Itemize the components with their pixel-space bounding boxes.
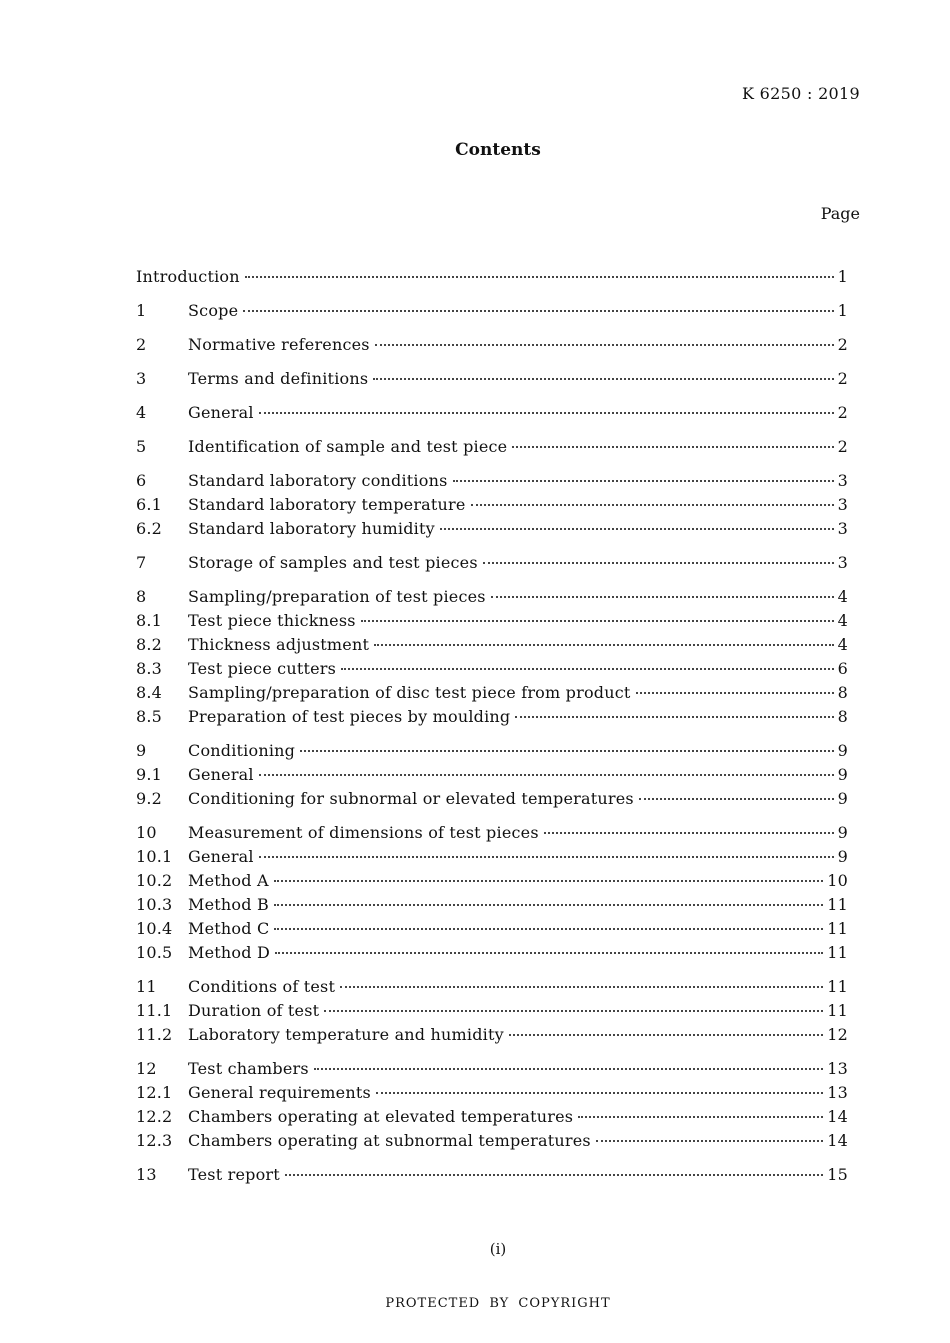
toc-entry-page: 2: [837, 437, 848, 456]
toc-entry[interactable]: [136, 999, 848, 1023]
table-of-contents: [136, 265, 848, 1197]
toc-entry[interactable]: [136, 517, 848, 541]
toc-dot-leader: [274, 928, 823, 930]
toc-dot-leader: [340, 986, 823, 988]
toc-entry-title: Duration of test: [188, 1001, 320, 1020]
toc-entry-number: 2: [136, 335, 147, 354]
page-column-label: Page: [820, 204, 860, 223]
toc-entry-page: 3: [837, 553, 848, 572]
toc-entry-title: Introduction: [136, 267, 240, 286]
toc-entry-page: 9: [837, 765, 848, 784]
toc-entry-title: Identification of sample and test piece: [188, 437, 508, 456]
toc-dot-leader: [509, 1034, 823, 1036]
toc-entry-title: Method A: [188, 871, 269, 890]
toc-entry[interactable]: [136, 763, 848, 787]
toc-section-group: [136, 739, 848, 811]
toc-entry-page: 9: [837, 823, 848, 842]
toc-entry-title: Chambers operating at subnormal temperatures: [188, 1131, 591, 1150]
toc-entry-page: 4: [837, 587, 848, 606]
toc-entry-page: 11: [827, 977, 848, 996]
toc-entry-page: 8: [837, 707, 848, 726]
toc-entry-number: 4: [136, 403, 147, 422]
toc-entry-number: 10.5: [136, 943, 173, 962]
toc-entry-number: 10: [136, 823, 157, 842]
toc-entry-title: Standard laboratory temperature: [188, 495, 466, 514]
toc-entry-title: General requirements: [188, 1083, 371, 1102]
toc-entry-number: 12.1: [136, 1083, 173, 1102]
toc-entry-title: Method B: [188, 895, 269, 914]
toc-entry-number: 13: [136, 1165, 157, 1184]
toc-entry-number: 8.3: [136, 659, 163, 678]
toc-entry[interactable]: [136, 845, 848, 869]
toc-entry-title: General: [188, 847, 254, 866]
toc-entry[interactable]: [136, 299, 848, 323]
toc-dot-leader: [300, 750, 834, 752]
toc-entry-title: Sampling/preparation of disc test piece from product: [188, 683, 631, 702]
toc-entry[interactable]: [136, 705, 848, 729]
toc-dot-leader: [274, 880, 824, 882]
toc-entry-title: Conditioning for subnormal or elevated temperatures: [188, 789, 634, 808]
toc-entry-page: 9: [837, 789, 848, 808]
toc-entry[interactable]: [136, 821, 848, 845]
toc-entry[interactable]: [136, 657, 848, 681]
toc-entry-number: 6.1: [136, 495, 163, 514]
toc-entry[interactable]: [136, 1081, 848, 1105]
toc-dot-leader: [515, 716, 833, 718]
toc-entry[interactable]: [136, 435, 848, 459]
toc-entry-number: 12: [136, 1059, 157, 1078]
toc-entry[interactable]: [136, 609, 848, 633]
toc-entry-number: 9.2: [136, 789, 163, 808]
toc-entry-title: Test report: [188, 1165, 280, 1184]
toc-entry-title: General: [188, 765, 254, 784]
document-id: K 6250 : 2019: [742, 84, 860, 103]
toc-entry-title: Storage of samples and test pieces: [188, 553, 478, 572]
toc-entry-page: 6: [837, 659, 848, 678]
toc-entry-number: 10.1: [136, 847, 173, 866]
toc-dot-leader: [324, 1010, 823, 1012]
toc-entry-page: 11: [827, 943, 848, 962]
toc-entry-page: 3: [837, 519, 848, 538]
toc-entry-page: 14: [827, 1107, 848, 1126]
toc-entry[interactable]: [136, 787, 848, 811]
toc-entry-number: 6: [136, 471, 147, 490]
toc-dot-leader: [596, 1140, 823, 1142]
toc-entry-number: 11: [136, 977, 157, 996]
toc-dot-leader: [259, 856, 834, 858]
page-number: (i): [489, 1240, 507, 1258]
toc-section-group: [136, 1057, 848, 1153]
toc-entry-number: 11.2: [136, 1025, 173, 1044]
toc-dot-leader: [471, 504, 834, 506]
toc-dot-leader: [483, 562, 834, 564]
toc-entry[interactable]: [136, 1129, 848, 1153]
toc-entry[interactable]: [136, 941, 848, 965]
toc-entry-title: General: [188, 403, 254, 422]
toc-entry-title: Scope: [188, 301, 239, 320]
toc-entry[interactable]: [136, 401, 848, 425]
toc-entry-number: 12.3: [136, 1131, 173, 1150]
toc-entry-title: Conditioning: [188, 741, 296, 760]
copyright-notice: PROTECTED BY COPYRIGHT: [385, 1296, 611, 1311]
toc-entry-page: 13: [827, 1083, 848, 1102]
toc-dot-leader: [376, 1092, 823, 1094]
toc-entry-page: 2: [837, 335, 848, 354]
toc-entry-page: 2: [837, 403, 848, 422]
toc-dot-leader: [544, 832, 834, 834]
toc-dot-leader: [361, 620, 834, 622]
toc-section-group: [136, 299, 848, 323]
toc-entry-page: 11: [827, 1001, 848, 1020]
toc-entry[interactable]: [136, 551, 848, 575]
toc-dot-leader: [639, 798, 834, 800]
toc-entry[interactable]: [136, 493, 848, 517]
toc-entry-page: 13: [827, 1059, 848, 1078]
toc-entry-title: Method D: [188, 943, 270, 962]
toc-entry[interactable]: [136, 975, 848, 999]
toc-entry-page: 3: [837, 471, 848, 490]
toc-entry[interactable]: [136, 633, 848, 657]
toc-entry-number: 9: [136, 741, 147, 760]
toc-dot-leader: [274, 904, 823, 906]
toc-entry-title: Normative references: [188, 335, 370, 354]
toc-entry[interactable]: [136, 333, 848, 357]
toc-entry-page: 11: [827, 919, 848, 938]
toc-entry-number: 3: [136, 369, 147, 388]
toc-entry-title: Test piece thickness: [188, 611, 356, 630]
toc-section-group: [136, 469, 848, 541]
toc-entry-number: 10.3: [136, 895, 173, 914]
toc-entry[interactable]: [136, 1105, 848, 1129]
toc-entry-page: 9: [837, 847, 848, 866]
toc-entry-page: 4: [837, 611, 848, 630]
toc-dot-leader: [245, 276, 834, 278]
toc-entry-title: Conditions of test: [188, 977, 336, 996]
toc-entry-page: 4: [837, 635, 848, 654]
toc-entry[interactable]: [136, 585, 848, 609]
toc-section-group: [136, 975, 848, 1047]
toc-entry-number: 8.4: [136, 683, 163, 702]
toc-entry-number: 8.1: [136, 611, 163, 630]
toc-entry-page: 3: [837, 495, 848, 514]
toc-entry-title: Standard laboratory conditions: [188, 471, 448, 490]
toc-entry-number: 7: [136, 553, 147, 572]
toc-entry-page: 11: [827, 895, 848, 914]
toc-section-group: [136, 367, 848, 391]
toc-entry-number: 8.2: [136, 635, 163, 654]
toc-dot-leader: [259, 774, 834, 776]
toc-entry-number: 10.2: [136, 871, 173, 890]
toc-dot-leader: [440, 528, 834, 530]
toc-dot-leader: [314, 1068, 823, 1070]
toc-dot-leader: [243, 310, 833, 312]
toc-entry-title: Test piece cutters: [188, 659, 337, 678]
toc-entry-number: 5: [136, 437, 147, 456]
toc-entry[interactable]: [136, 681, 848, 705]
toc-entry-page: 2: [837, 369, 848, 388]
toc-section-group: [136, 333, 848, 357]
toc-entry-page: 1: [837, 267, 848, 286]
toc-dot-leader: [491, 596, 834, 598]
toc-section-group: [136, 585, 848, 729]
toc-entry-title: Preparation of test pieces by moulding: [188, 707, 511, 726]
toc-entry-page: 9: [837, 741, 848, 760]
toc-entry-title: Method C: [188, 919, 270, 938]
toc-dot-leader: [373, 378, 833, 380]
toc-entry-page: 10: [827, 871, 848, 890]
toc-dot-leader: [374, 644, 834, 646]
toc-entry-title: Chambers operating at elevated temperatures: [188, 1107, 574, 1126]
toc-entry-number: 8: [136, 587, 147, 606]
toc-section-group: [136, 821, 848, 965]
toc-dot-leader: [636, 692, 834, 694]
toc-entry[interactable]: [136, 469, 848, 493]
toc-entry[interactable]: [136, 1057, 848, 1081]
toc-entry-title: Standard laboratory humidity: [188, 519, 435, 538]
toc-entry-number: 1: [136, 301, 147, 320]
toc-entry[interactable]: [136, 893, 848, 917]
toc-entry-number: 11.1: [136, 1001, 173, 1020]
toc-dot-leader: [453, 480, 834, 482]
toc-entry[interactable]: [136, 1023, 848, 1047]
toc-section-group: [136, 265, 848, 289]
toc-dot-leader: [512, 446, 833, 448]
toc-dot-leader: [259, 412, 834, 414]
toc-entry[interactable]: [136, 367, 848, 391]
toc-section-group: [136, 435, 848, 459]
toc-dot-leader: [275, 952, 823, 954]
toc-entry-number: 9.1: [136, 765, 163, 784]
toc-entry-number: 8.5: [136, 707, 163, 726]
toc-entry-title: Sampling/preparation of test pieces: [188, 587, 486, 606]
toc-section-group: [136, 401, 848, 425]
toc-entry-number: 12.2: [136, 1107, 173, 1126]
toc-entry-number: 10.4: [136, 919, 173, 938]
toc-entry-title: Laboratory temperature and humidity: [188, 1025, 504, 1044]
toc-dot-leader: [375, 344, 834, 346]
toc-entry[interactable]: [136, 739, 848, 763]
toc-entry-title: Thickness adjustment: [188, 635, 370, 654]
toc-section-group: [136, 1163, 848, 1187]
toc-entry-page: 1: [837, 301, 848, 320]
toc-entry-page: 15: [827, 1165, 848, 1184]
toc-entry[interactable]: [136, 265, 848, 289]
toc-entry-title: Terms and definitions: [188, 369, 369, 388]
toc-entry-page: 8: [837, 683, 848, 702]
toc-entry-number: 6.2: [136, 519, 163, 538]
toc-dot-leader: [285, 1174, 823, 1176]
toc-entry-title: Measurement of dimensions of test pieces: [188, 823, 539, 842]
toc-section-group: [136, 551, 848, 575]
toc-entry[interactable]: [136, 917, 848, 941]
toc-entry-title: Test chambers: [188, 1059, 309, 1078]
toc-dot-leader: [341, 668, 834, 670]
toc-entry-page: 14: [827, 1131, 848, 1150]
toc-entry[interactable]: [136, 1163, 848, 1187]
page-title: Contents: [455, 140, 541, 160]
toc-entry-page: 12: [827, 1025, 848, 1044]
toc-entry[interactable]: [136, 869, 848, 893]
toc-dot-leader: [578, 1116, 823, 1118]
